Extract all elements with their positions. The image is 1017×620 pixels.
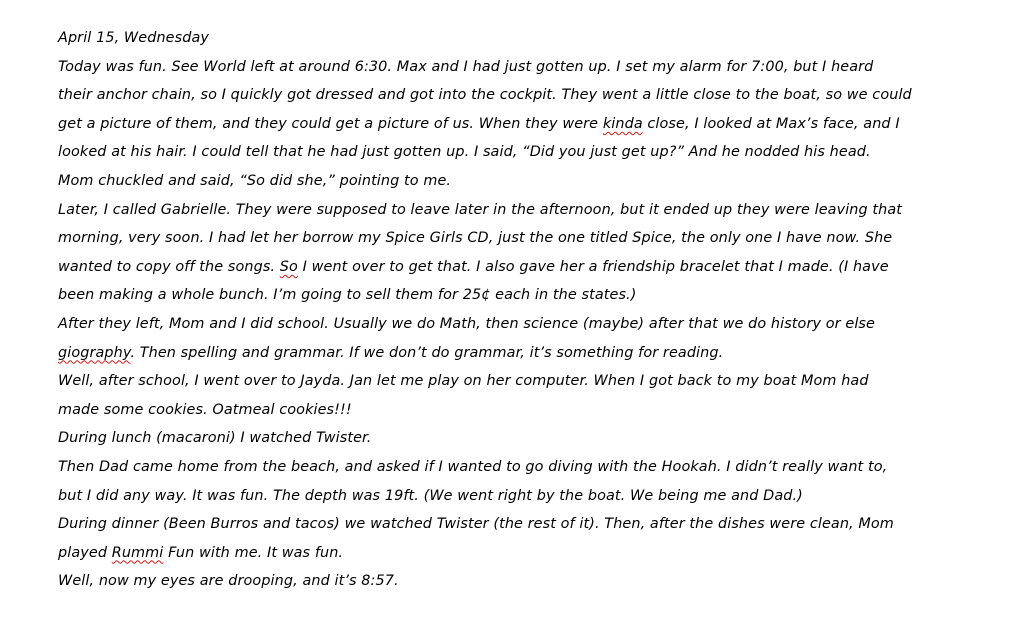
document-line (58, 367, 958, 396)
misspelled-word[interactable]: Rummi (111, 544, 164, 561)
document-line (58, 224, 958, 253)
text-segment: Then Dad came home from the beach, and asked if I wanted to go diving with the Hookah. I didn’t really want to, (58, 458, 888, 475)
text-segment: made some cookies. Oatmeal cookies!!! (58, 401, 352, 418)
misspelled-word[interactable]: So (279, 258, 298, 275)
document-line (58, 396, 958, 425)
document-line (58, 567, 958, 596)
document-line (58, 53, 958, 82)
misspelled-word[interactable]: kinda (602, 115, 643, 132)
document-line (58, 539, 958, 568)
text-segment: played (58, 544, 112, 561)
document-line (58, 310, 958, 339)
document-line (58, 138, 958, 167)
text-segment: During lunch (macaroni) I watched Twister. (58, 430, 372, 447)
text-segment: morning, very soon. I had let her borrow my Spice Girls CD, just the one titled Spice, the only one I have now. She (58, 230, 893, 247)
text-segment: been making a whole bunch. I’m going to sell them for 25¢ each in the states.) (58, 287, 637, 304)
document-line (58, 339, 958, 368)
text-segment: . Then spelling and grammar. If we don’t do grammar, it’s something for reading. (130, 344, 724, 361)
text-segment: After they left, Mom and I did school. Usually we do Math, then science (maybe) after that we do history or else (58, 315, 875, 332)
text-segment: looked at his hair. I could tell that he had just gotten up. I said, “Did you just get up?” And he nodded his head. (58, 144, 871, 161)
document-line (58, 281, 958, 310)
document-line (58, 167, 958, 196)
document-line (58, 253, 958, 282)
document-line (58, 110, 958, 139)
document-body[interactable] (58, 24, 958, 596)
document-line (58, 453, 958, 482)
text-segment: but I did any way. It was fun. The depth was 19ft. (We went right by the boat. We being me and Dad.) (58, 487, 803, 504)
text-segment: Well, now my eyes are drooping, and it’s 8:57. (58, 573, 399, 590)
document-line (58, 482, 958, 511)
text-segment: I went over to get that. I also gave her a friendship bracelet that I made. (I have (297, 258, 889, 275)
text-segment: During dinner (Been Burros and tacos) we watched Twister (the rest of it). Then, after the dishes were clean, Mom (58, 516, 894, 533)
text-segment: Today was fun. See World left at around 6:30. Max and I had just gotten up. I set my alarm for 7:00, but I heard (58, 58, 874, 75)
document-line (58, 81, 958, 110)
text-segment: get a picture of them, and they could get a picture of us. When they were (58, 115, 603, 132)
document-line (58, 196, 958, 225)
document-line (58, 510, 958, 539)
text-segment: their anchor chain, so I quickly got dressed and got into the cockpit. They went a little close to the boat, so we could (58, 87, 912, 104)
document-line (58, 424, 958, 453)
text-segment: wanted to copy off the songs. (58, 258, 280, 275)
misspelled-word[interactable]: giography (58, 344, 131, 361)
text-segment: Well, after school, I went over to Jayda. Jan let me play on her computer. When I got back to my boat Mom had (58, 373, 869, 390)
text-segment: Fun with me. It was fun. (163, 544, 344, 561)
text-segment: Later, I called Gabrielle. They were supposed to leave later in the afternoon, but it ended up they were leaving that (58, 201, 903, 218)
text-segment: April 15, Wednesday (58, 30, 209, 46)
text-segment: close, I looked at Max’s face, and I (642, 115, 900, 132)
text-segment: Mom chuckled and said, “So did she,” pointing to me. (58, 172, 452, 189)
entry-date-heading (58, 24, 958, 53)
